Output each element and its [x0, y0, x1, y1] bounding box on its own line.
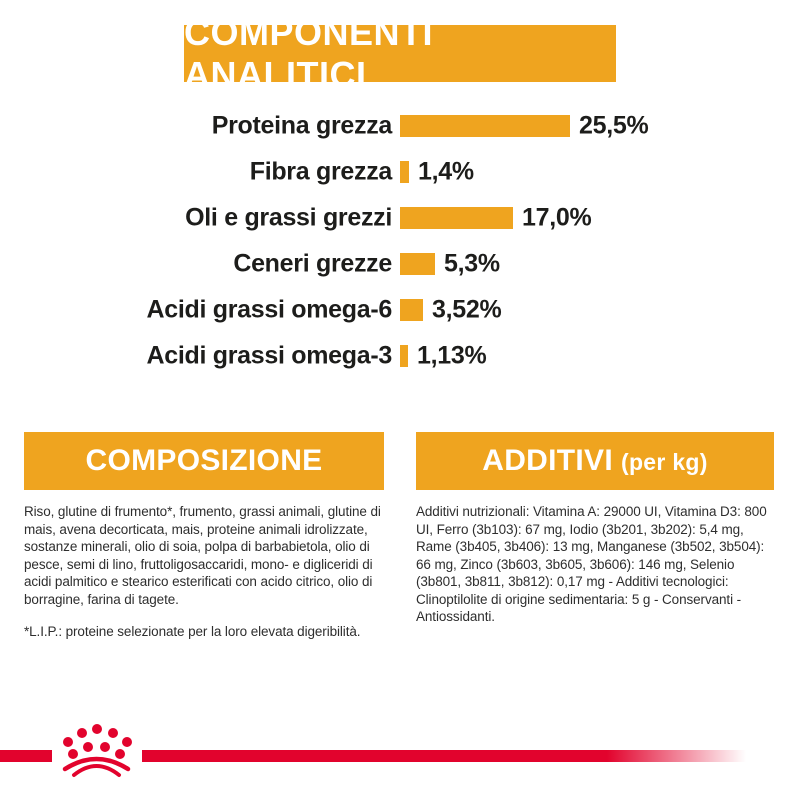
royal-canin-crown-logo-icon: [56, 722, 138, 780]
bar-category-label: Acidi grassi omega-6: [146, 295, 392, 324]
bar: [400, 345, 408, 367]
bar-value-label: 17,0%: [522, 203, 592, 232]
analytical-components-title: COMPONENTI ANALITICI: [184, 11, 434, 95]
bar: [400, 253, 435, 275]
bar-value-label: 25,5%: [579, 111, 649, 140]
bar-category-label: Fibra grezza: [249, 157, 392, 186]
composition-body: Riso, glutine di frumento*, frumento, grassi animali, glutine di mais, avena decorticata, mais, proteine animali idrolizzate, sostanze minerali, olio di soia, polpa di barbabietola, olio di pesce, semi di lino, fruttoligosaccaridi, mono- e digliceridi di acidi palmitico e stearico esterificati con acido citrico, olio di borragine, farina di tagete.: [24, 504, 381, 607]
analytical-components-banner: [184, 11, 616, 95]
bar-value-label: 5,3%: [444, 249, 500, 278]
bar-category-label: Proteina grezza: [211, 111, 392, 140]
bar: [400, 299, 423, 321]
chart-row: [0, 341, 800, 370]
composition-column: [24, 503, 386, 641]
chart-row: [0, 249, 800, 278]
composition-banner: [24, 432, 384, 490]
additives-body: Additivi nutrizionali: Vitamina A: 29000 UI, Vitamina D3: 800 UI, Ferro (3b103): 67 mg, Iodio (3b201, 3b202): 5,4 mg, Rame (3b405, 3b406): 13 mg, Manganese (3b502, 3b504): 66 mg, Zinco (3b603, 3b605, 3b606): 146 mg, Selenio (3b801, 3b811, 3b812): 0,17 mg - Additivi tecnologici: Clinoptilolite di origine sedimentaria: 5 g - Conservanti - Antiossidanti.: [416, 504, 767, 624]
bar-value-label: 3,52%: [432, 295, 502, 324]
chart-row: [0, 157, 800, 186]
bar-category-label: Oli e grassi grezzi: [185, 203, 392, 232]
brand-rule-left: [0, 750, 52, 762]
chart-row: [0, 203, 800, 232]
bar: [400, 207, 513, 229]
bar-category-label: Acidi grassi omega-3: [146, 341, 392, 370]
additives-banner: [416, 432, 774, 490]
bar: [400, 161, 409, 183]
bar-value-label: 1,4%: [418, 157, 474, 186]
chart-row: [0, 295, 800, 324]
additives-title: ADDITIVI: [482, 444, 613, 477]
composition-title: COMPOSIZIONE: [85, 444, 323, 477]
additives-title-suffix: (per kg): [621, 448, 708, 475]
bar-value-label: 1,13%: [417, 341, 487, 370]
brand-rule-right: [142, 750, 746, 762]
composition-footnote: *L.I.P.: proteine selezionate per la loro elevata digeribilità.: [24, 624, 361, 639]
bar-category-label: Ceneri grezze: [233, 249, 392, 278]
additives-column: [416, 503, 780, 626]
bar: [400, 115, 570, 137]
chart-row: [0, 111, 800, 140]
